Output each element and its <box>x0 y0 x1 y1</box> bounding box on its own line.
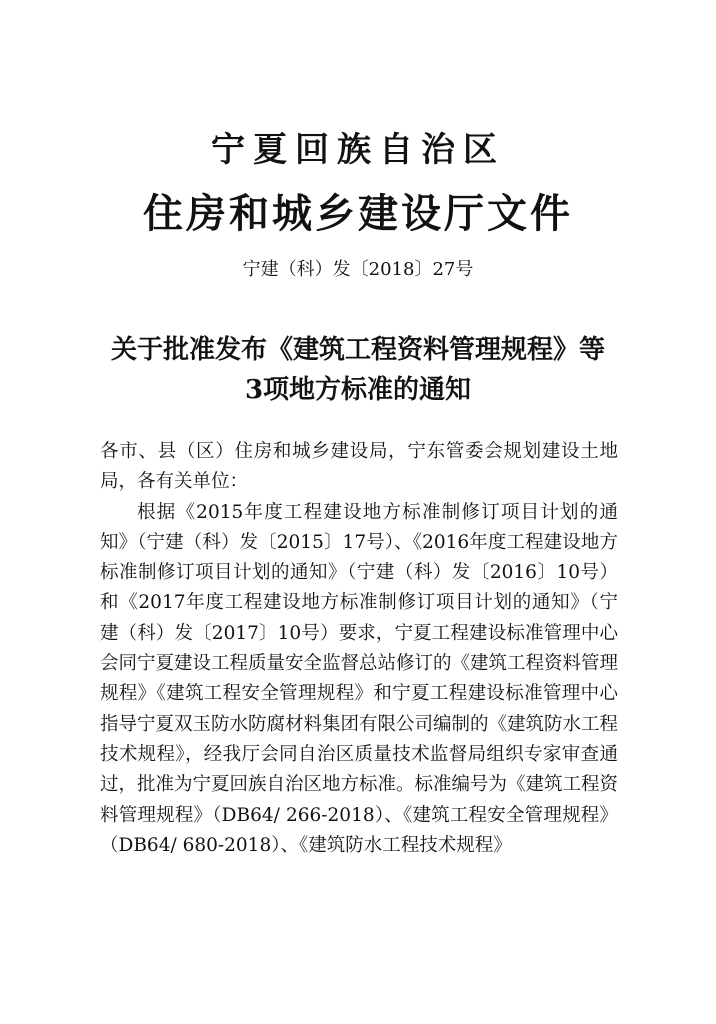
document-title-line1: 关于批准发布《建筑工程资料管理规程》等 <box>110 335 605 365</box>
issuer-name-line1: 宁夏回族自治区 <box>211 130 505 170</box>
body-paragraph: 根据《2015年度工程建设地方标准制修订项目计划的通知》（宁建（科）发〔2015〕17号）、《2016年度工程建设地方标准制修订项目计划的通知》（宁建（科）发〔2016〕10号）和《2017年度工程建设地方标准制修订项目计划的通知》（宁建（科）发〔2017〕10号）要求，宁夏工程建设标准管理中心会同宁夏建设工程质量安全监督总站修订的《建筑工程资料管理规程》《建筑工程安全管理规程》和宁夏工程建设标准管理中心指导宁夏双玉防水防腐材料集团有限公司编制的《建筑防水工程技术规程》，经我厅会同自治区质量技术监督局组织专家审查通过，批准为宁夏回族自治区地方标准。标准编号为《建筑工程资料管理规程》（DB64/ 266-2018）、《建筑工程安全管理规程》（DB64/ 680-2018）、《建筑防水工程技术规程》 <box>100 501 619 856</box>
document-body <box>100 437 618 861</box>
salutation: 各市、县（区）住房和城乡建设局，宁东管委会规划建设土地局，各有关单位： <box>100 441 618 493</box>
document-title <box>0 330 716 410</box>
issuer-name-line2: 住房和城乡建设厅文件 <box>143 190 573 237</box>
document-title-line2: 3项地方标准的通知 <box>244 375 472 405</box>
document-number: 宁建（科）发〔2018〕27号 <box>242 259 474 280</box>
